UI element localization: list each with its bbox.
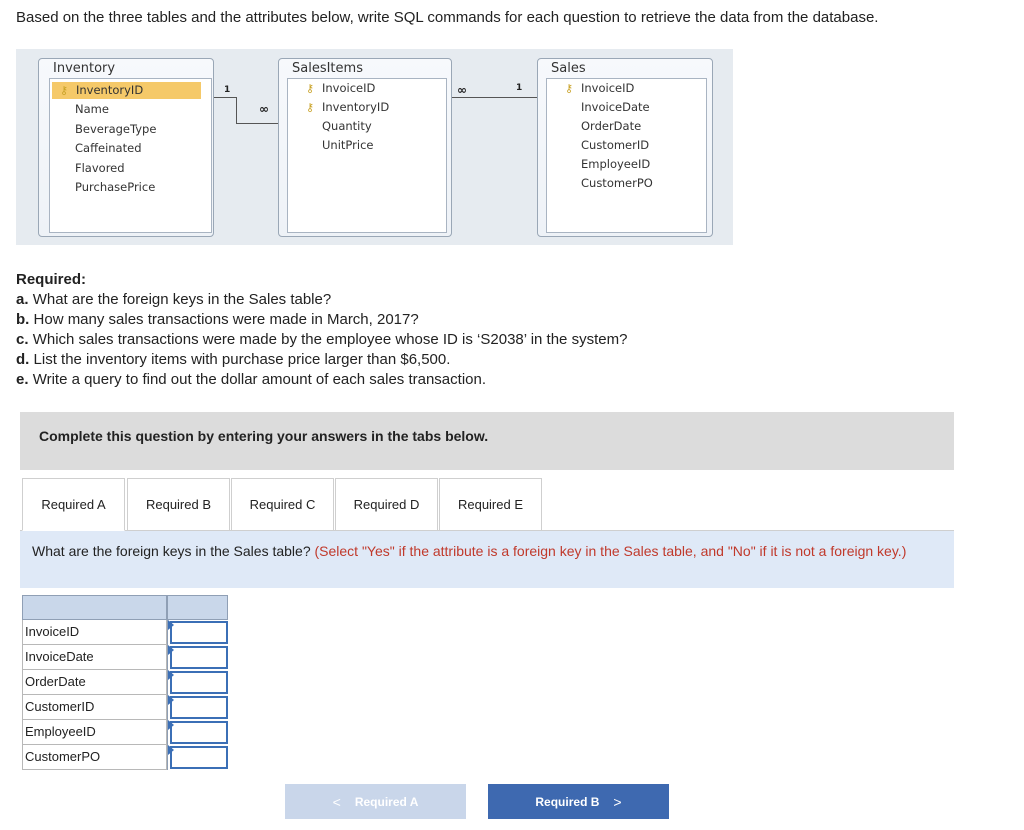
relationship-line [214, 97, 236, 98]
key-icon: ⚷ [60, 84, 69, 97]
table-row [22, 695, 228, 720]
attribute-label: OrderDate [22, 670, 167, 695]
table-row [22, 720, 228, 745]
complete-instructions-bar [20, 412, 954, 470]
foreign-key-select[interactable] [170, 746, 228, 769]
foreign-key-select[interactable] [170, 721, 228, 744]
foreign-key-select[interactable] [170, 621, 228, 644]
question-hint: (Select "Yes" if the attribute is a foreign key in the Sales table, and "No" if it is not a foreign key.) [314, 543, 907, 559]
relationship-line [236, 97, 237, 123]
sales-field: OrderDate [581, 119, 642, 133]
cardinality-many: ∞ [259, 102, 269, 116]
question-box [20, 531, 954, 588]
sales-table-title: Sales [551, 61, 586, 76]
answer-table-header [167, 595, 228, 620]
required-item: b. How many sales transactions were made in March, 2017? [16, 311, 419, 328]
chevron-left-icon: < [332, 793, 341, 810]
dropdown-marker-icon [168, 620, 174, 630]
sales-pk-field: ⚷ InvoiceID [565, 81, 635, 95]
prev-button-label: Required A [354, 794, 419, 809]
answer-table-header [22, 595, 167, 620]
salesitems-pk-field: ⚷ InventoryID [306, 100, 390, 114]
next-button-label: Required B [535, 794, 600, 809]
required-item: c. Which sales transactions were made by the employee whose ID is ‘S2038’ in the system? [16, 331, 628, 348]
cardinality-one: 1 [516, 83, 523, 93]
sales-table [537, 58, 713, 237]
salesitems-field: Quantity [322, 119, 372, 133]
key-icon: ⚷ [306, 82, 315, 95]
table-row [22, 645, 228, 670]
required-item: a. What are the foreign keys in the Sales table? [16, 291, 332, 308]
inventory-field: PurchasePrice [75, 180, 156, 194]
salesitems-table [278, 58, 452, 237]
dropdown-marker-icon [168, 720, 174, 730]
inventory-table [38, 58, 214, 237]
foreign-key-select[interactable] [170, 671, 228, 694]
tab-required-b[interactable]: Required B [127, 478, 230, 531]
table-row [22, 670, 228, 695]
key-icon: ⚷ [306, 101, 315, 114]
attribute-label: CustomerPO [22, 745, 167, 770]
dropdown-marker-icon [168, 695, 174, 705]
tab-required-d[interactable]: Required D [335, 478, 438, 531]
required-item: d. List the inventory items with purchase price larger than $6,500. [16, 351, 451, 368]
question-text: What are the foreign keys in the Sales table? [32, 543, 311, 559]
required-item: e. Write a query to find out the dollar amount of each sales transaction. [16, 371, 486, 388]
next-required-button[interactable] [488, 784, 669, 819]
dropdown-marker-icon [168, 670, 174, 680]
dropdown-marker-icon [168, 745, 174, 755]
cardinality-many: ∞ [457, 83, 467, 97]
foreign-key-select[interactable] [170, 696, 228, 719]
complete-instructions-text: Complete this question by entering your answers in the tabs below. [39, 428, 489, 444]
salesitems-pk-field: ⚷ InvoiceID [306, 81, 376, 95]
inventory-table-title: Inventory [53, 61, 116, 76]
inventory-pk-field: ⚷ InventoryID [52, 82, 201, 99]
inventory-field: Name [75, 102, 109, 116]
table-row [22, 745, 228, 770]
attribute-label: InvoiceID [22, 620, 167, 645]
attribute-label: InvoiceDate [22, 645, 167, 670]
sales-field: CustomerPO [581, 176, 653, 190]
salesitems-field: UnitPrice [322, 138, 374, 152]
sales-field: CustomerID [581, 138, 650, 152]
tab-required-a[interactable]: Required A [22, 478, 125, 531]
inventory-field: Caffeinated [75, 141, 142, 155]
tab-required-e[interactable]: Required E [439, 478, 542, 531]
inventory-field: Flavored [75, 161, 125, 175]
inventory-field: BeverageType [75, 122, 157, 136]
sales-field: InvoiceDate [581, 100, 650, 114]
instructions-text: Based on the three tables and the attributes below, write SQL commands for each question to retrieve the data from the database. [16, 9, 879, 26]
required-heading: Required: [16, 271, 87, 288]
key-icon: ⚷ [565, 82, 574, 95]
dropdown-marker-icon [168, 645, 174, 655]
relationship-line [236, 123, 278, 124]
attribute-label: EmployeeID [22, 720, 167, 745]
prev-required-button[interactable] [285, 784, 466, 819]
er-diagram [16, 49, 733, 245]
cardinality-one: 1 [224, 85, 231, 95]
relationship-line [452, 97, 537, 98]
foreign-key-select[interactable] [170, 646, 228, 669]
table-row [22, 620, 228, 645]
chevron-right-icon: > [613, 793, 622, 810]
salesitems-table-title: SalesItems [292, 61, 363, 76]
required-section [16, 270, 627, 390]
attribute-label: CustomerID [22, 695, 167, 720]
tab-required-c[interactable]: Required C [231, 478, 334, 531]
sales-field: EmployeeID [581, 157, 651, 171]
